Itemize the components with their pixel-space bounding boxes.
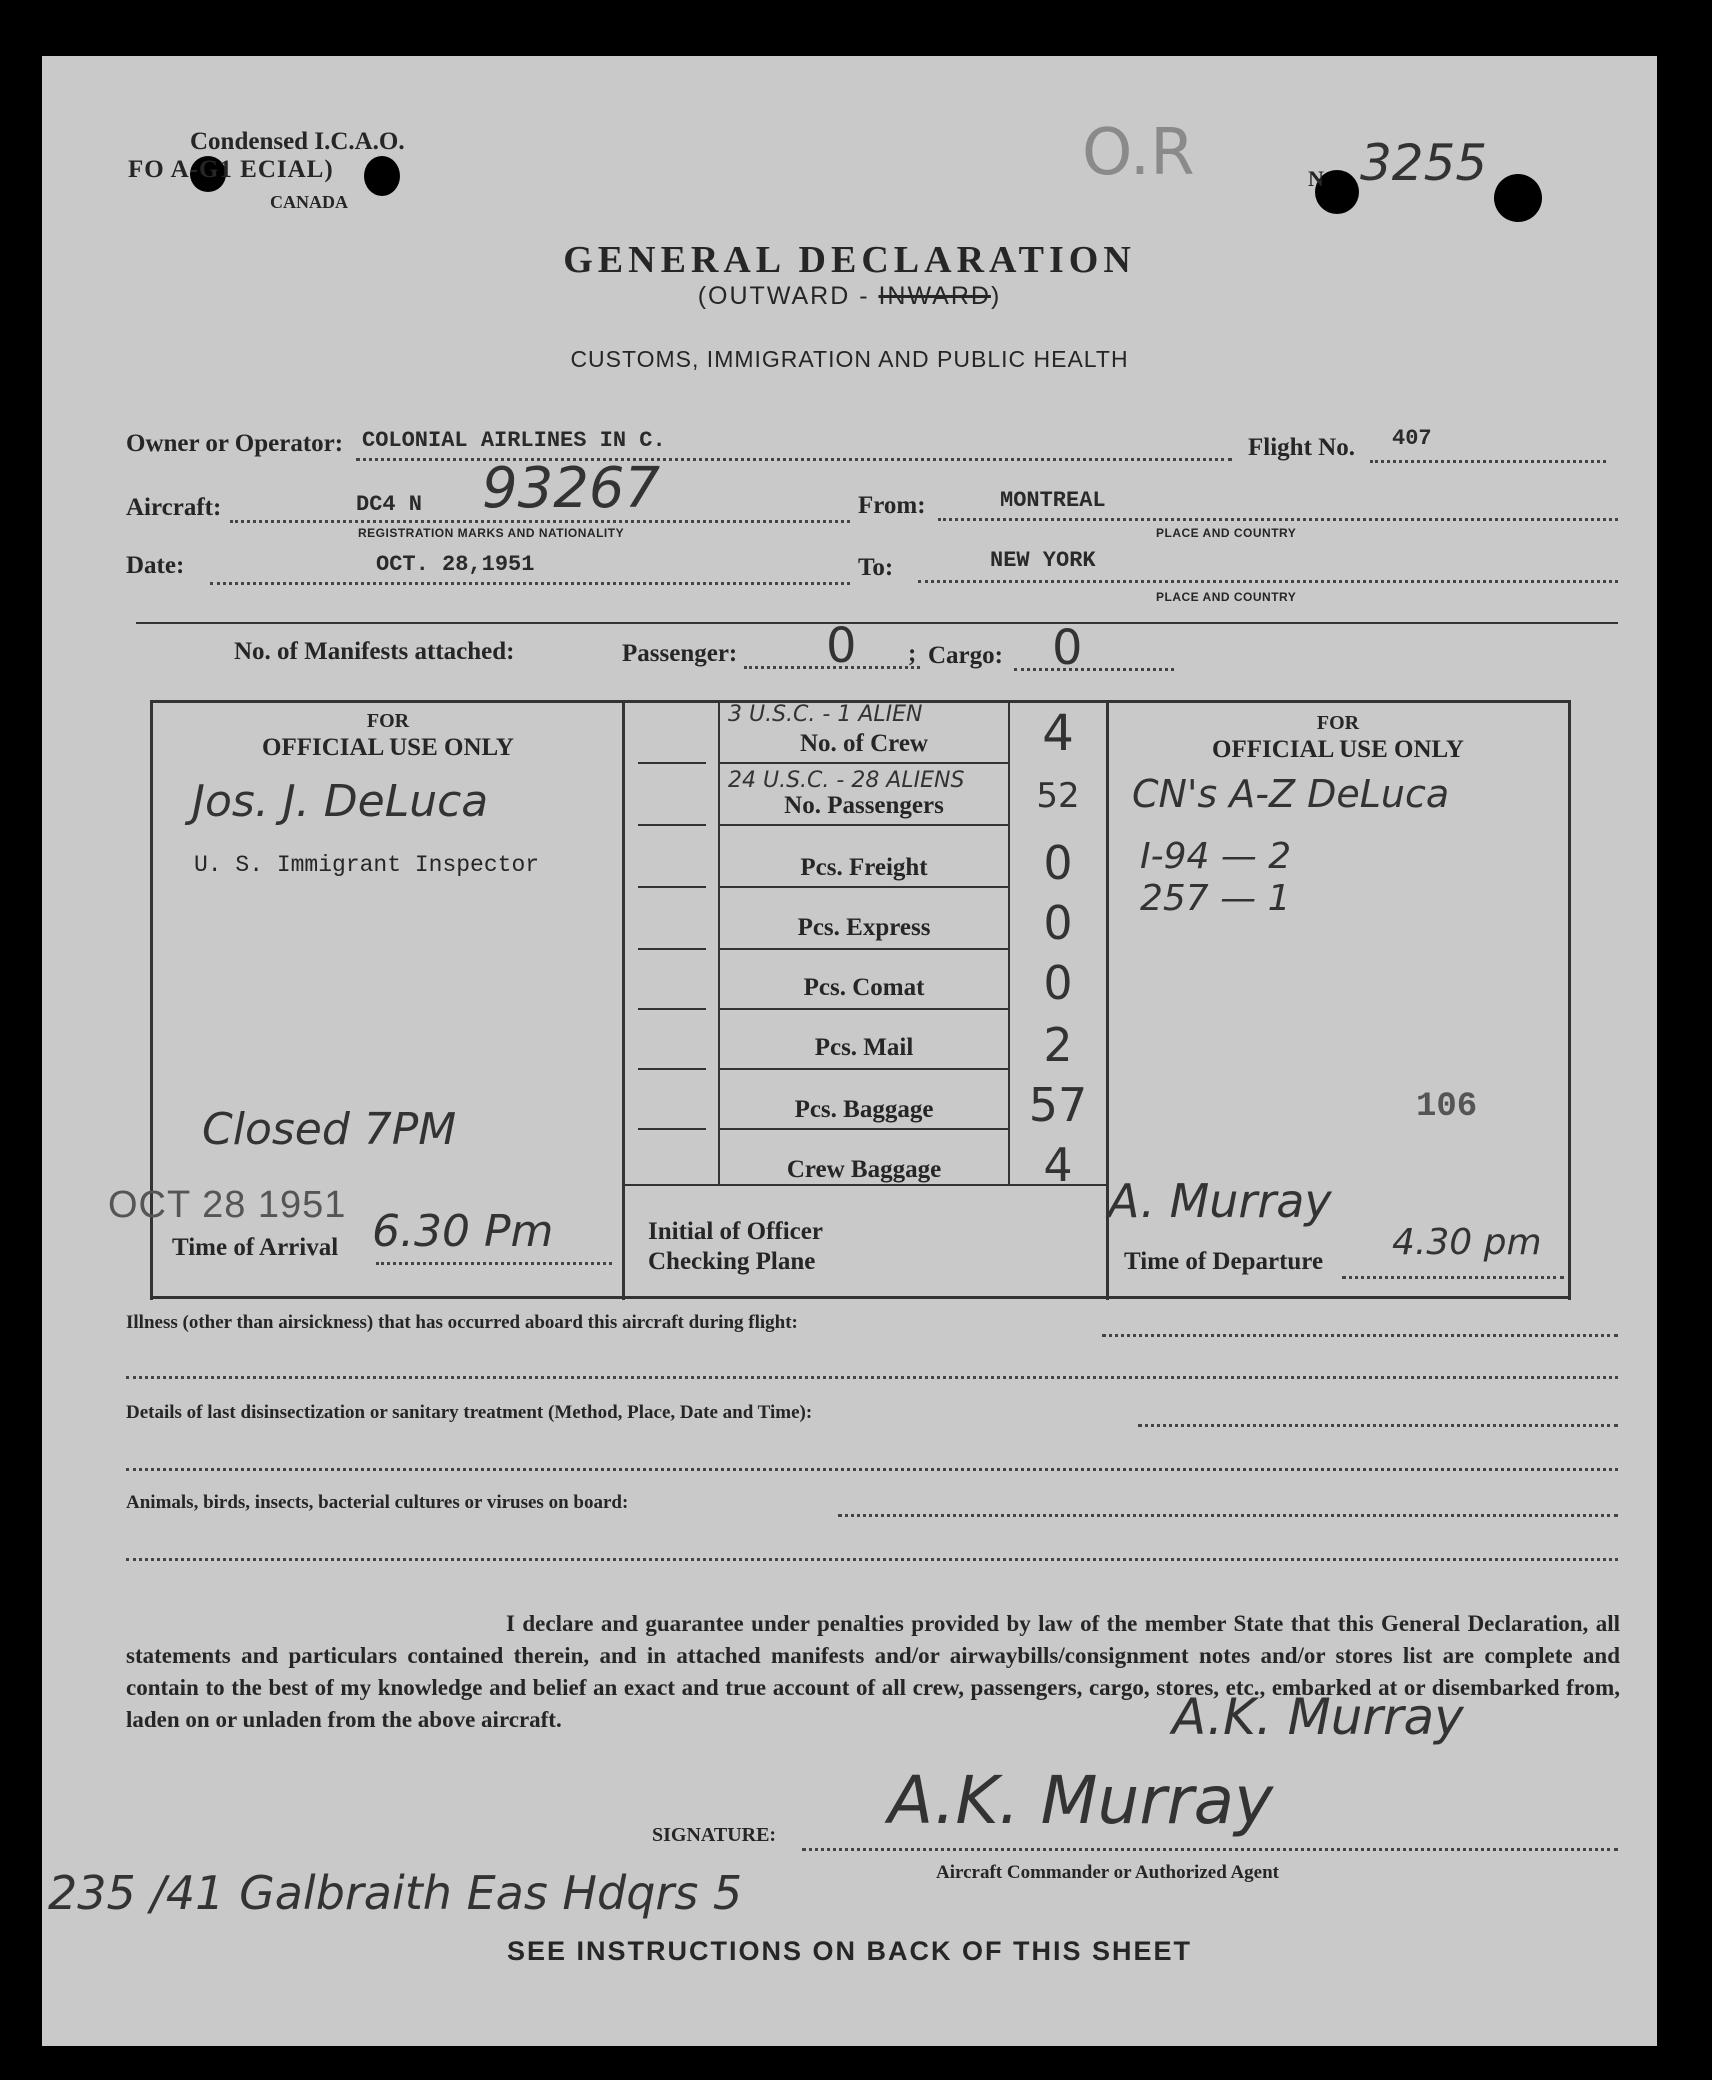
aircraft-value: DC4 N: [356, 492, 423, 517]
officer-signature: A. Murray: [1108, 1174, 1332, 1228]
to-caption: PLACE AND COUNTRY: [1156, 590, 1297, 604]
declaration-sheet: [42, 56, 1657, 2046]
form-country: CANADA: [270, 192, 348, 212]
row-label: Crew Baggage: [786, 1156, 942, 1183]
sheet-number: 3255: [1360, 134, 1488, 192]
from-caption: PLACE AND COUNTRY: [1156, 526, 1297, 540]
right-note-2: I-94 — 2: [1140, 836, 1292, 877]
date-label: Date:: [126, 552, 185, 579]
to-dotline: [918, 580, 1618, 583]
row-tick: [638, 948, 706, 950]
cargo-manifest-value: 0: [1052, 620, 1083, 676]
row-tick: [638, 1068, 706, 1070]
right-official-label: OFFICIAL USE ONLY: [1212, 736, 1464, 763]
arrival-label: Time of Arrival: [172, 1234, 339, 1261]
row-value: 0: [1043, 956, 1073, 1010]
row-tick: [638, 1008, 706, 1010]
owner-label: Owner or Operator:: [126, 430, 344, 457]
arrival-dotline: [376, 1262, 612, 1265]
row-rule: [720, 886, 1010, 888]
row-label: No. Passengers: [784, 792, 944, 819]
inspector-title: U. S. Immigrant Inspector: [194, 852, 540, 878]
animals-dotline-1: [838, 1514, 1618, 1517]
from-dotline: [938, 518, 1618, 521]
row-label: No. of Crew: [800, 730, 928, 757]
row-value: 2: [1043, 1018, 1073, 1072]
illness-dotline-2: [126, 1376, 1618, 1379]
animals-dotline-2: [126, 1558, 1618, 1561]
signature-dotline: [802, 1848, 1618, 1851]
right-note-3: 257 — 1: [1140, 878, 1291, 919]
row-tick: [638, 762, 706, 764]
outward-label: (OUTWARD -: [697, 282, 879, 310]
departure-dotline: [1342, 1276, 1564, 1279]
aircraft-registration: 93267: [482, 456, 661, 521]
row-note: 24 U.S.C. - 28 ALIENS: [728, 768, 965, 793]
illness-label: Illness (other than airsickness) that has occurred aboard this aircraft during flight:: [126, 1312, 798, 1333]
right-note-1: CN's A-Z DeLuca: [1132, 772, 1450, 816]
arrival-value: 6.30 Pm: [372, 1206, 554, 1257]
checking-plane-label: Checking Plane: [648, 1248, 816, 1275]
row-value: 4: [1043, 1138, 1073, 1192]
row-label: Pcs. Baggage: [794, 1096, 934, 1123]
date-value: OCT. 28,1951: [376, 552, 535, 577]
row-rule: [720, 1128, 1010, 1130]
illness-dotline-1: [1102, 1334, 1618, 1337]
direction-close: ): [990, 282, 1002, 310]
form-number-line: FO A-G1 ECIAL): [128, 156, 334, 183]
document-title: GENERAL DECLARATION: [563, 239, 1136, 281]
row-label: Pcs. Freight: [800, 854, 928, 881]
inspector-signature: Jos. J. DeLuca: [192, 776, 489, 827]
passenger-manifest-value: 0: [826, 618, 857, 674]
closed-note: Closed 7PM: [202, 1104, 457, 1155]
box-divider-left: [622, 700, 625, 1300]
margin-note: 235 /41 Galbraith Eas Hdqrs 5: [48, 1866, 743, 1920]
punch-hole-left-2: [364, 156, 400, 196]
row-tick: [638, 1128, 706, 1130]
box-right-border: [1568, 700, 1571, 1300]
to-label: To:: [858, 554, 894, 581]
cargo-manifest-dotline: [1014, 668, 1174, 671]
row-label: Pcs. Comat: [803, 974, 925, 1001]
inward-label: INWARD: [878, 282, 991, 310]
flight-label: Flight No.: [1248, 434, 1355, 461]
number-label: N: [1308, 166, 1324, 191]
flight-value: 407: [1392, 426, 1432, 451]
signer-caption: Aircraft Commander or Authorized Agent: [936, 1862, 1280, 1883]
animals-label: Animals, birds, insects, bacterial cultures or viruses on board:: [126, 1492, 629, 1513]
from-value: MONTREAL: [1000, 488, 1106, 513]
row-label: Pcs. Mail: [814, 1034, 914, 1061]
aircraft-label: Aircraft:: [126, 494, 222, 521]
date-dotline: [210, 582, 850, 585]
row-note: 3 U.S.C. - 1 ALIEN: [728, 702, 923, 727]
header-rule: [136, 622, 1618, 624]
departure-value: 4.30 pm: [1392, 1222, 1542, 1263]
to-value: NEW YORK: [990, 548, 1096, 573]
signature-label: SIGNATURE:: [652, 1824, 777, 1846]
footer-instructions: SEE INSTRUCTIONS ON BACK OF THIS SHEET: [506, 1936, 1193, 1966]
owner-value: COLONIAL AIRLINES IN C.: [362, 428, 666, 453]
disinsect-label: Details of last disinsectization or sanitary treatment (Method, Place, Date and Time):: [126, 1402, 813, 1423]
row-value: 52: [1036, 776, 1080, 816]
row-rule: [720, 762, 1010, 764]
row-value: 0: [1043, 836, 1073, 890]
direction-line: [42, 282, 1657, 311]
row-label: Pcs. Express: [797, 914, 931, 941]
disinsect-dotline-2: [126, 1468, 1618, 1471]
flight-dotline: [1370, 460, 1606, 463]
form-condensed: Condensed I.C.A.O.: [190, 128, 405, 155]
left-for-label: FOR: [366, 710, 410, 732]
row-value: 57: [1028, 1078, 1088, 1132]
row-value: 4: [1042, 704, 1074, 762]
row-rule: [720, 948, 1010, 950]
manifests-label: No. of Manifests attached:: [234, 638, 515, 665]
cargo-manifest-label: Cargo:: [928, 642, 1003, 669]
row-tick: [638, 886, 706, 888]
aircraft-caption: REGISTRATION MARKS AND NATIONALITY: [358, 526, 625, 540]
manifest-semicolon: ;: [908, 640, 917, 667]
disinsect-dotline-1: [1138, 1424, 1618, 1427]
stamp-letters: O.R: [1082, 116, 1195, 190]
commander-signature: A.K. Murray: [888, 1762, 1274, 1839]
initial-officer-label: Initial of Officer: [648, 1218, 823, 1245]
passenger-manifest-label: Passenger:: [622, 640, 738, 667]
arrival-date-stamp: OCT 28 1951: [108, 1184, 347, 1226]
document-subtitle: CUSTOMS, IMMIGRATION AND PUBLIC HEALTH: [570, 346, 1129, 372]
declaration-text: I declare and guarantee under penalties provided by law of the member State that this General Declaration, all statements and particulars contained therein, and in attached manifests and/or airwaybills/consignment notes and/or stores list are complete and contain to the best of my knowledge and belief an exact and true account of all crew, passengers, cargo, stores, etc., embarked at or disembarked from, laden on or unladen from the above aircraft.: [126, 1611, 1620, 1732]
punch-hole-right-2: [1494, 174, 1542, 222]
row-tick: [638, 824, 706, 826]
page-number-stamp: 106: [1416, 1088, 1478, 1126]
departure-label: Time of Departure: [1124, 1248, 1324, 1275]
box-bottom-left-border: [150, 1296, 1570, 1299]
row-value: 0: [1043, 896, 1073, 950]
left-official-label: OFFICIAL USE ONLY: [262, 734, 514, 761]
from-label: From:: [858, 492, 926, 519]
right-for-label: FOR: [1316, 712, 1360, 734]
row-rule: [720, 824, 1010, 826]
row-rule: [720, 1068, 1010, 1070]
row-rule: [720, 1008, 1010, 1010]
agent-signature-upper: A.K. Murray: [1172, 1688, 1464, 1746]
